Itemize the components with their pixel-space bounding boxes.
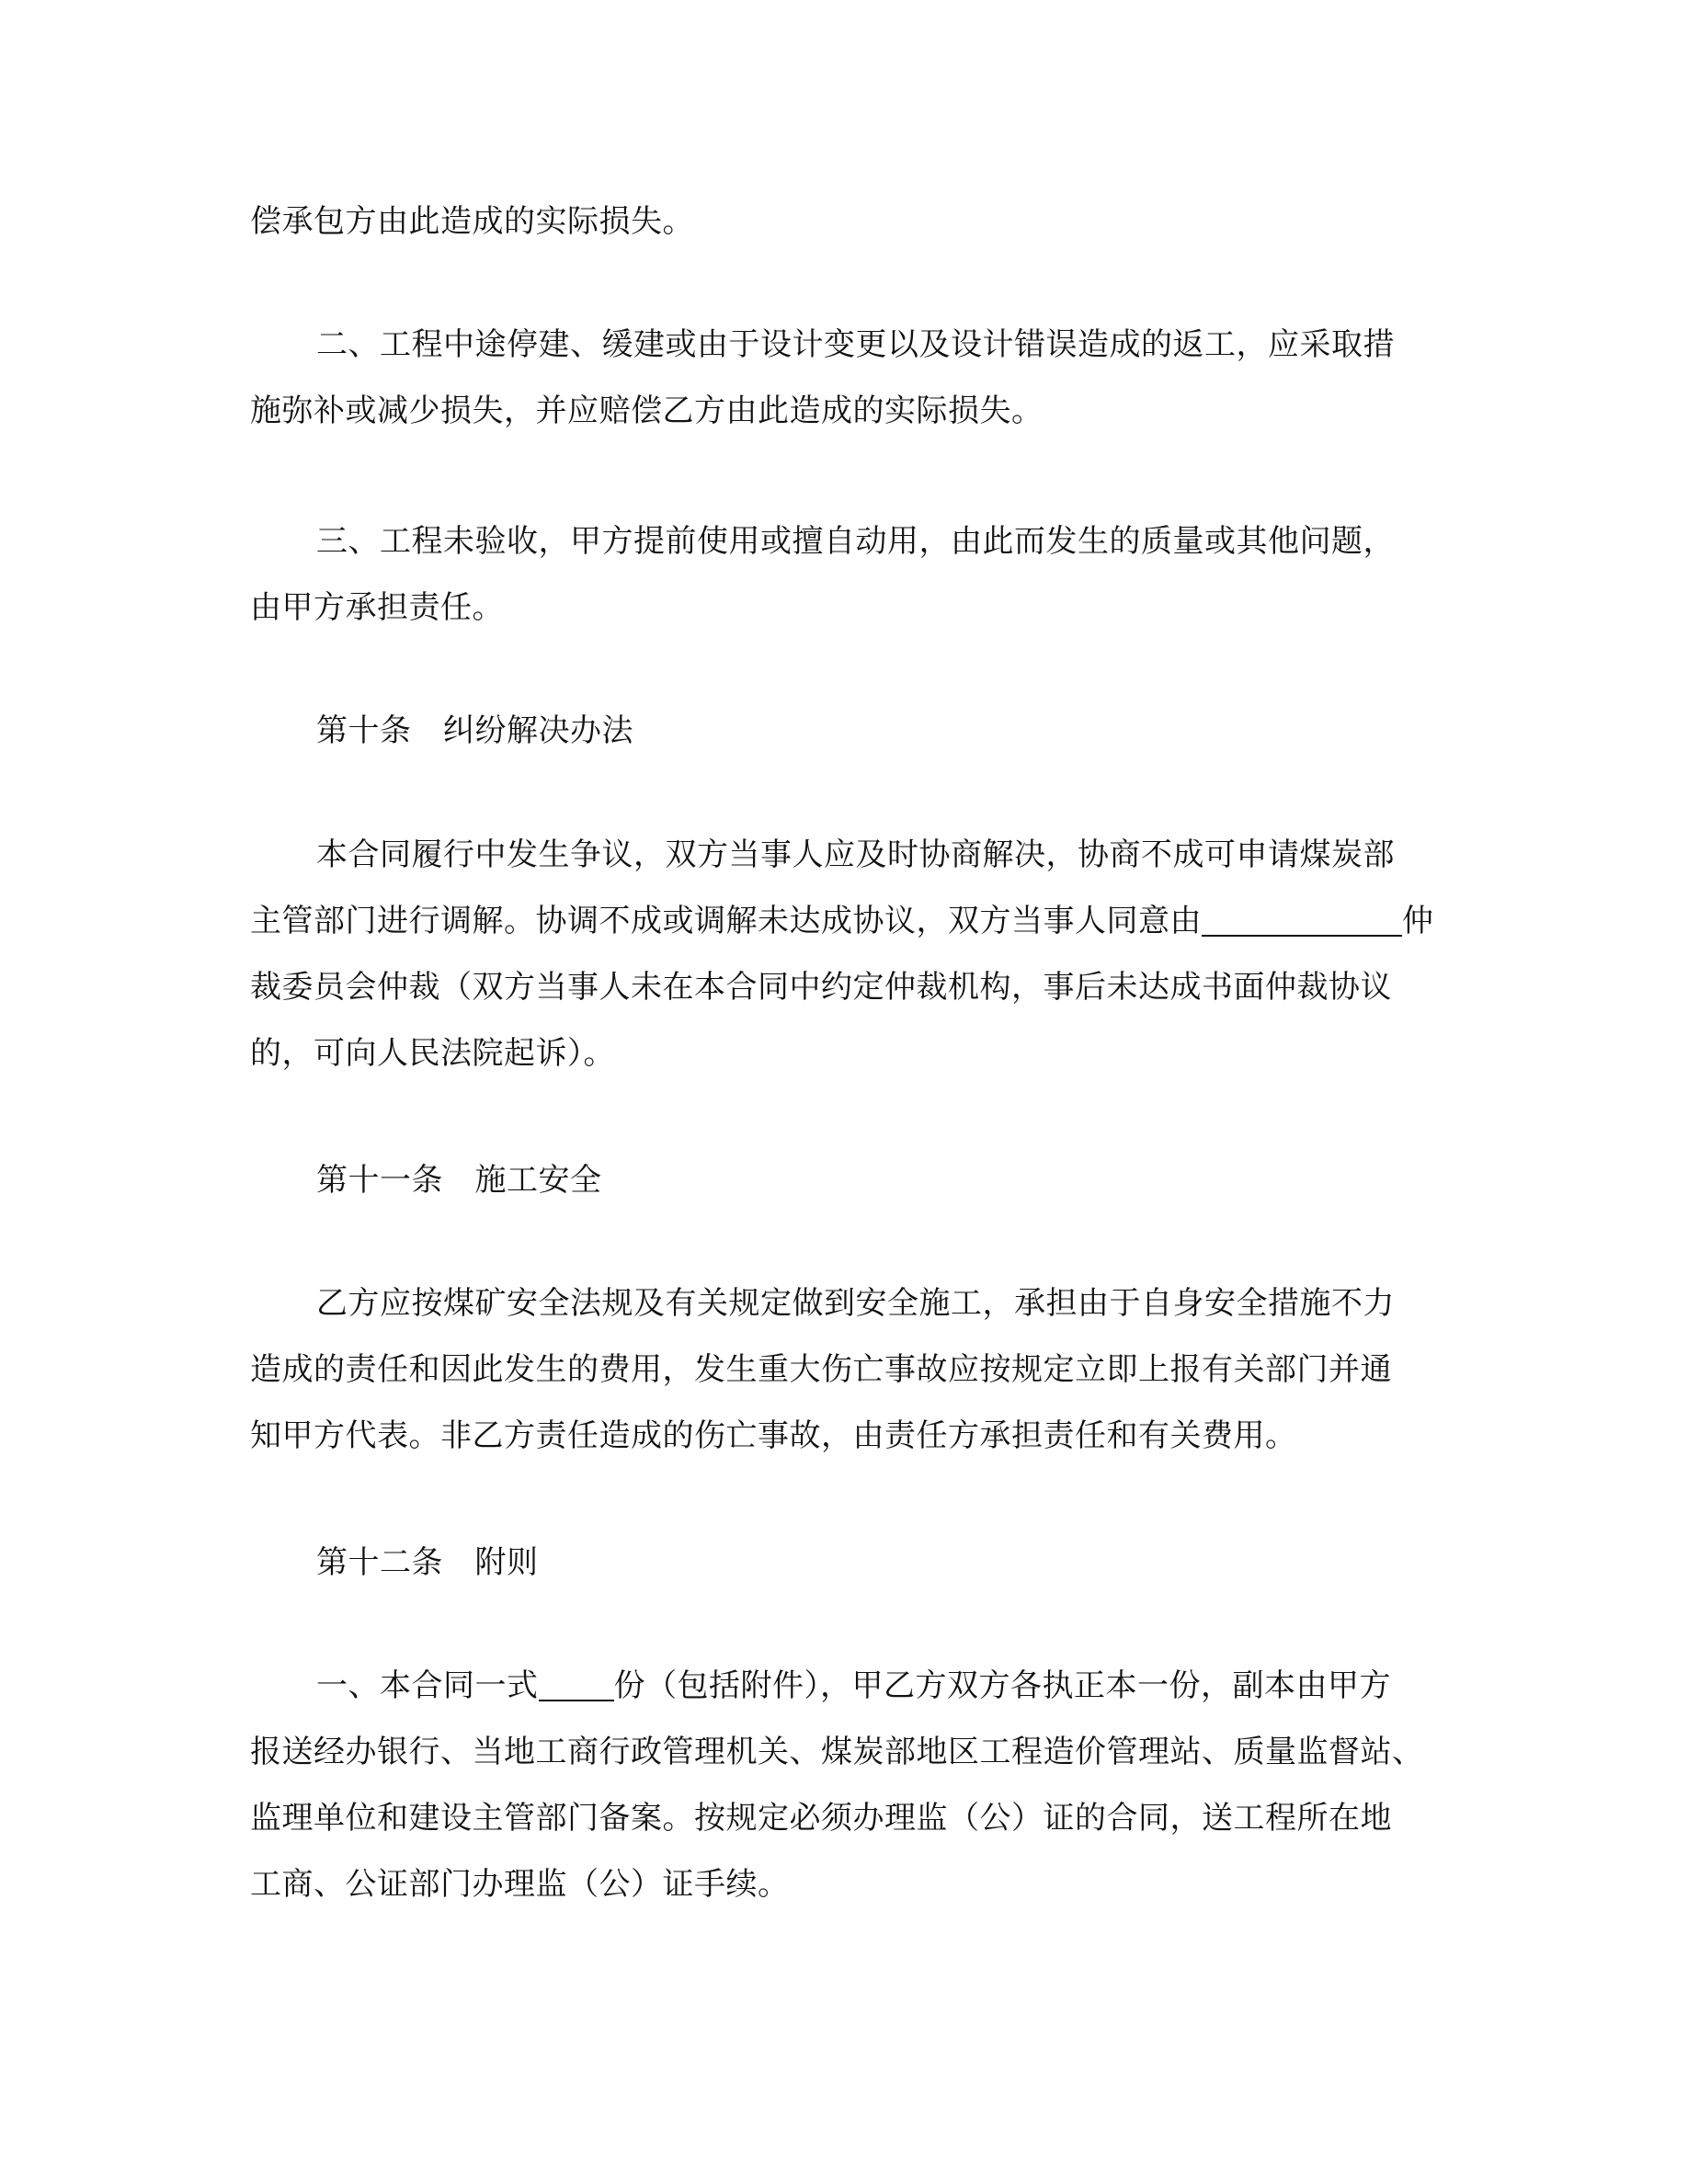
text-line: 的，可向人民法院起诉）。: [250, 1035, 615, 1072]
article-10-heading: [250, 698, 1445, 764]
paragraph-compensation-end: [250, 188, 1445, 255]
text-line: 造成的责任和因此发生的费用，发生重大伤亡事故应按规定立即上报有关部门并通: [250, 1351, 1392, 1388]
text-line: 监理单位和建设主管部门备案。按规定必须办理监（公）证的合同，送工程所在地: [250, 1800, 1392, 1837]
text-line: 二、工程中途停建、缓建或由于设计变更以及设计错误造成的返工，应采取措: [316, 326, 1395, 363]
heading-text: 第十一条 施工安全: [316, 1162, 602, 1199]
text-segment: 仲: [1402, 903, 1434, 939]
text-line: 报送经办银行、当地工商行政管理机关、煤炭部地区工程造价管理站、质量监督站、: [250, 1734, 1424, 1770]
paragraph-construction-safety: [250, 1270, 1445, 1469]
heading-text: 第十二条 附则: [316, 1544, 539, 1581]
heading-text: 第十条 纠纷解决办法: [316, 712, 633, 749]
article-12-heading: [250, 1530, 1445, 1596]
text-line: 知甲方代表。非乙方责任造成的伤亡事故，由责任方承担责任和有关费用。: [250, 1417, 1297, 1454]
text-line-with-blank: [250, 888, 1445, 954]
text-segment: 份（包括附件），甲乙方双方各执正本一份，副本由甲方: [613, 1667, 1391, 1704]
text-line: 由甲方承担责任。: [250, 589, 504, 626]
paragraph-item-2: [250, 312, 1445, 444]
copies-blank-field: [539, 1665, 614, 1701]
text-line: 乙方应按煤矿安全法规及有关规定做到安全施工，承担由于自身安全措施不力: [316, 1285, 1395, 1322]
text-line: 裁委员会仲裁（双方当事人未在本合同中约定仲裁机构，事后未达成书面仲裁协议: [250, 969, 1392, 1006]
paragraph-item-3: [250, 508, 1445, 641]
text-line: 偿承包方由此造成的实际损失。: [250, 203, 694, 240]
text-line-with-blank: [250, 1653, 1445, 1719]
paragraph-dispute-resolution: [250, 822, 1445, 1086]
article-11-heading: [250, 1147, 1445, 1213]
text-segment: 主管部门进行调解。协调不成或调解未达成协议，双方当事人同意由: [250, 903, 1202, 939]
text-line: 工商、公证部门办理监（公）证手续。: [250, 1866, 790, 1903]
arbitration-blank-field: [1202, 900, 1402, 937]
paragraph-supplementary-provisions: [250, 1653, 1445, 1917]
text-segment: 一、本合同一式: [316, 1667, 539, 1704]
text-line: 施弥补或减少损失，并应赔偿乙方由此造成的实际损失。: [250, 392, 1044, 429]
text-line: 本合同履行中发生争议，双方当事人应及时协商解决，协商不成可申请煤炭部: [316, 836, 1395, 873]
text-line: 三、工程未验收，甲方提前使用或擅自动用，由此而发生的质量或其他问题，: [316, 523, 1395, 560]
